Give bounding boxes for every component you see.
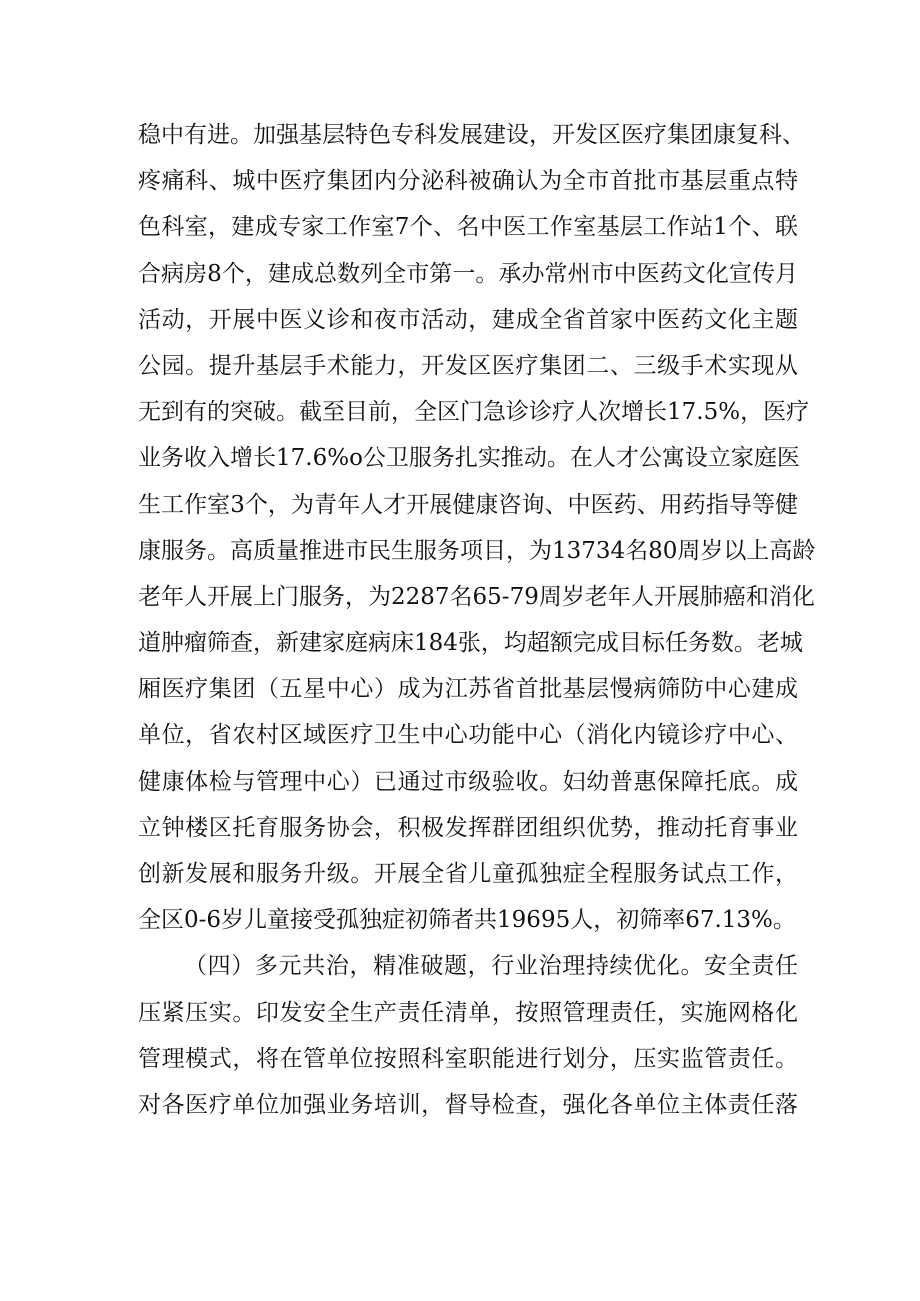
text-line: 老年人开展上门服务，为2287名65-79周岁老年人开展肺癌和消化 bbox=[138, 583, 815, 610]
text-line: 色科室，建成专家工作室7个、名中医工作室基层工作站1个、联 bbox=[138, 214, 798, 241]
section-heading-line: （四）多元共治，精准破题，行业治理持续优化。安全责任 bbox=[184, 953, 798, 980]
text-line: 厢医疗集团（五星中心）成为江苏省首批基层慢病筛防中心建成 bbox=[138, 676, 798, 703]
text-line: 无到有的突破。截至目前，全区门急诊诊疗人次增长17.5%，医疗 bbox=[138, 399, 810, 426]
text-line: 稳中有进。加强基层特色专科发展建设，开发区医疗集团康复科、 bbox=[138, 122, 805, 148]
text-line: 公园。提升基层手术能力，开发区医疗集团二、三级手术实现从 bbox=[138, 352, 798, 379]
paragraph-end-line: 全区0-6岁儿童接受孤独症初筛者共19695人，初筛率67.13%。 bbox=[138, 907, 796, 934]
text-line: 合病房8个，建成总数列全市第一。承办常州市中医药文化宣传月 bbox=[138, 260, 798, 287]
text-line: 单位，省农村区域医疗卫生中心功能中心（消化内镜诊疗中心、 bbox=[138, 722, 798, 749]
text-line: 活动，开展中医义诊和夜市活动，建成全省首家中医药文化主题 bbox=[138, 306, 798, 333]
text-line: 压紧压实。印发安全生产责任清单，按照管理责任，实施网格化 bbox=[138, 999, 798, 1026]
text-line: 疼痛科、城中医疗集团内分泌科被确认为全市首批市基层重点特 bbox=[138, 168, 798, 195]
text-line: 业务收入增长17.6%o公卫服务扎实推动。在人才公寓设立家庭医 bbox=[138, 445, 800, 472]
text-line: 管理模式，将在管单位按照科室职能进行划分，压实监管责任。 bbox=[138, 1045, 798, 1072]
text-line: 生工作室3个，为青年人才开展健康咨询、中医药、用药指导等健 bbox=[138, 491, 798, 518]
text-line: 创新发展和服务升级。开展全省儿童孤独症全程服务试点工作， bbox=[138, 861, 798, 887]
text-line: 道肿瘤筛查，新建家庭病床184张，均超额完成目标任务数。老城 bbox=[138, 630, 803, 657]
text-line: 对各医疗单位加强业务培训，督导检查，强化各单位主体责任落 bbox=[138, 1091, 798, 1118]
body-text bbox=[138, 112, 816, 1128]
text-line: 立钟楼区托育服务协会，积极发挥群团组织优势，推动托育事业 bbox=[138, 814, 798, 841]
text-line: 健康体检与管理中心）已通过市级验收。妇幼普惠保障托底。成 bbox=[138, 768, 798, 795]
text-line: 康服务。高质量推进市民生服务项目，为13734名80周岁以上高龄 bbox=[138, 537, 816, 564]
